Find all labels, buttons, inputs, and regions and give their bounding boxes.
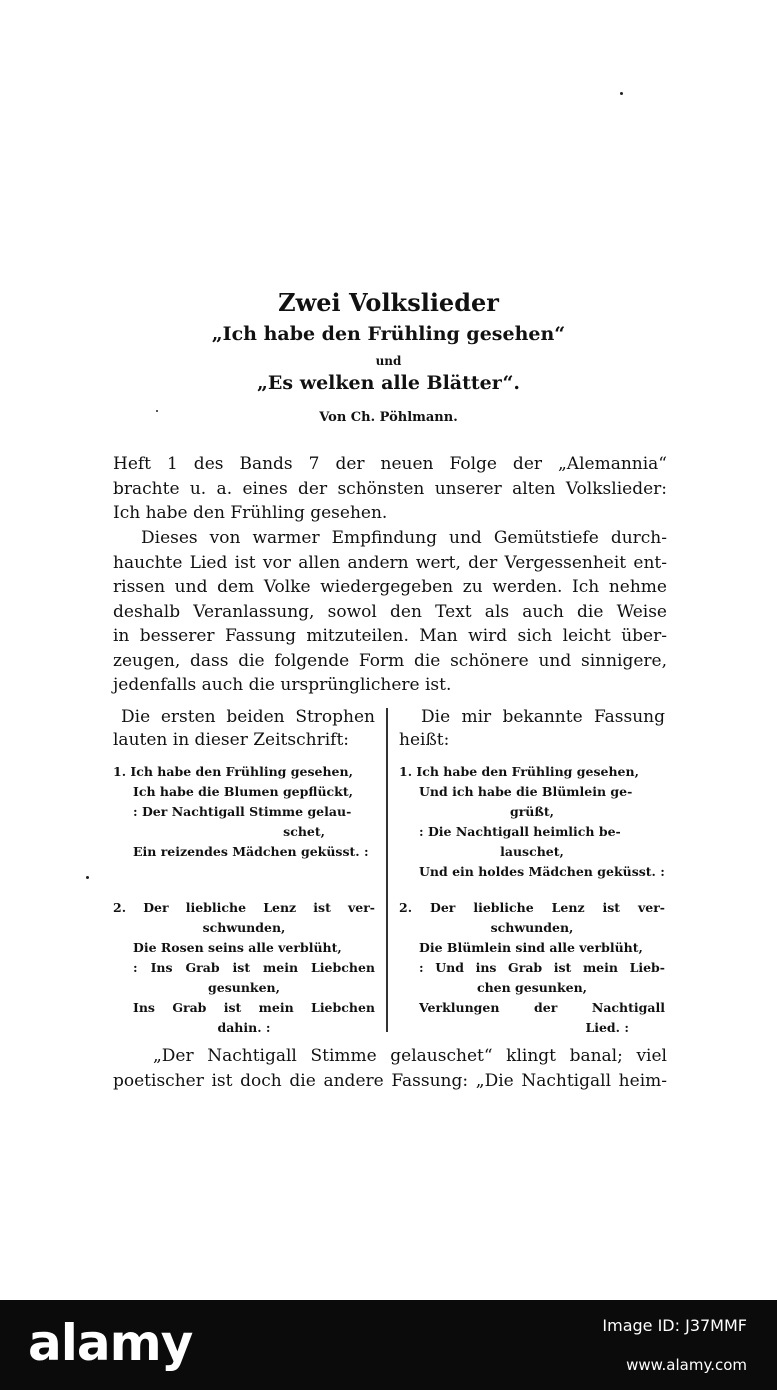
verse-line: schwunden, — [490, 920, 574, 935]
text-line: deshalb Veranlassung, sowol den Text als auch die Weise — [113, 601, 667, 622]
left-stanza-1 — [113, 762, 375, 862]
text-line: in besserer Fassung mitzuteilen. Man wird sich leicht über- — [113, 626, 667, 646]
right-column-intro — [399, 706, 665, 752]
text-line: Dieses von warmer Empfindung und Gemütstiefe durch- — [141, 528, 667, 548]
image-id-label: Image ID: J37MMF — [602, 1316, 747, 1335]
column-divider — [386, 708, 388, 1032]
verse-line: chen gesunken, — [476, 980, 588, 995]
page-speck — [86, 876, 89, 879]
brand-logo: alamy — [28, 1314, 193, 1372]
left-stanza-2 — [113, 898, 375, 1038]
text-line: „Der Nachtigall Stimme gelauschet“ klingt banal; viel — [153, 1046, 667, 1066]
verse-line: Lied. : — [585, 1020, 629, 1035]
text-line: jedenfalls auch die ursprünglichere ist. — [113, 675, 452, 695]
verse-line: Ich habe die Blumen gepflückt, — [133, 784, 353, 799]
verse-line: 1. Ich habe den Frühling gesehen, — [399, 764, 639, 779]
right-stanza-1 — [399, 762, 665, 882]
verse-line: Ein reizendes Mädchen geküsst. : — [133, 844, 369, 859]
text-line: zeugen, dass die folgende Form die schönere und sinnigere, — [113, 650, 667, 671]
paragraph-closing — [113, 1044, 667, 1093]
verse-line: lauschet, — [500, 844, 564, 859]
paragraph-main — [113, 526, 667, 698]
verse-line: : Der Nachtigall Stimme gelau- — [133, 804, 352, 819]
article-author: Von Ch. Pöhlmann. — [319, 410, 458, 425]
verse-line: Ins Grab ist mein Liebchen — [133, 1000, 375, 1015]
verse-line: : Ins Grab ist mein Liebchen — [133, 960, 375, 975]
verse-line: Verklungen der Nachtigall — [419, 1000, 665, 1015]
article-conjunction: und — [375, 354, 402, 368]
page-speck — [620, 92, 623, 95]
text-line: Ich habe den Frühling gesehen. — [113, 503, 388, 523]
verse-line: : Und ins Grab ist mein Lieb- — [419, 960, 665, 975]
right-stanza-2 — [399, 898, 665, 1038]
article-title: Zwei Volkslieder — [278, 288, 499, 317]
verse-line: grüßt, — [509, 804, 555, 819]
verse-line: 1. Ich habe den Frühling gesehen, — [113, 764, 353, 779]
text-line: lauten in dieser Zeitschrift: — [113, 730, 349, 750]
verse-line: gesunken, — [208, 980, 280, 995]
verse-line: Und ich habe die Blümlein ge- — [419, 784, 633, 799]
verse-line: Die Rosen seins alle verblüht, — [133, 940, 342, 955]
verse-line: Die Blümlein sind alle verblüht, — [419, 940, 643, 955]
text-line: Die ersten beiden Strophen — [121, 707, 375, 727]
verse-line: schet, — [283, 824, 325, 839]
verse-line: 2. Der liebliche Lenz ist ver- — [399, 900, 665, 915]
article-subtitle-second: „Es welken alle Blätter“. — [257, 372, 520, 394]
text-line: rissen und dem Volke wiedergegeben zu werden. Ich nehme — [113, 577, 667, 597]
verse-line: 2. Der liebliche Lenz ist ver- — [113, 900, 375, 915]
verse-line: Und ein holdes Mädchen geküsst. : — [419, 864, 665, 879]
text-line: Heft 1 des Bands 7 der neuen Folge der „Alemannia“ — [113, 454, 667, 474]
text-line: poetischer ist doch die andere Fassung: „Die Nachtigall heim- — [113, 1070, 667, 1091]
left-column-intro — [113, 706, 375, 752]
text-line: brachte u. a. eines der schönsten unserer alten Volkslieder: — [113, 478, 667, 499]
text-line: heißt: — [399, 730, 450, 750]
text-line: hauchte Lied ist vor allen andern wert, der Vergessenheit ent- — [113, 552, 667, 573]
verse-line: schwunden, — [202, 920, 286, 935]
article-subtitle: „Ich habe den Frühling gesehen“ — [211, 323, 566, 345]
site-url-label: www.alamy.com — [626, 1356, 747, 1374]
verse-line: : Die Nachtigall heimlich be- — [419, 824, 621, 839]
paragraph-intro — [113, 452, 667, 526]
text-line: Die mir bekannte Fassung — [421, 707, 665, 727]
verse-line: dahin. : — [217, 1020, 271, 1035]
watermark-footer — [0, 1300, 777, 1390]
